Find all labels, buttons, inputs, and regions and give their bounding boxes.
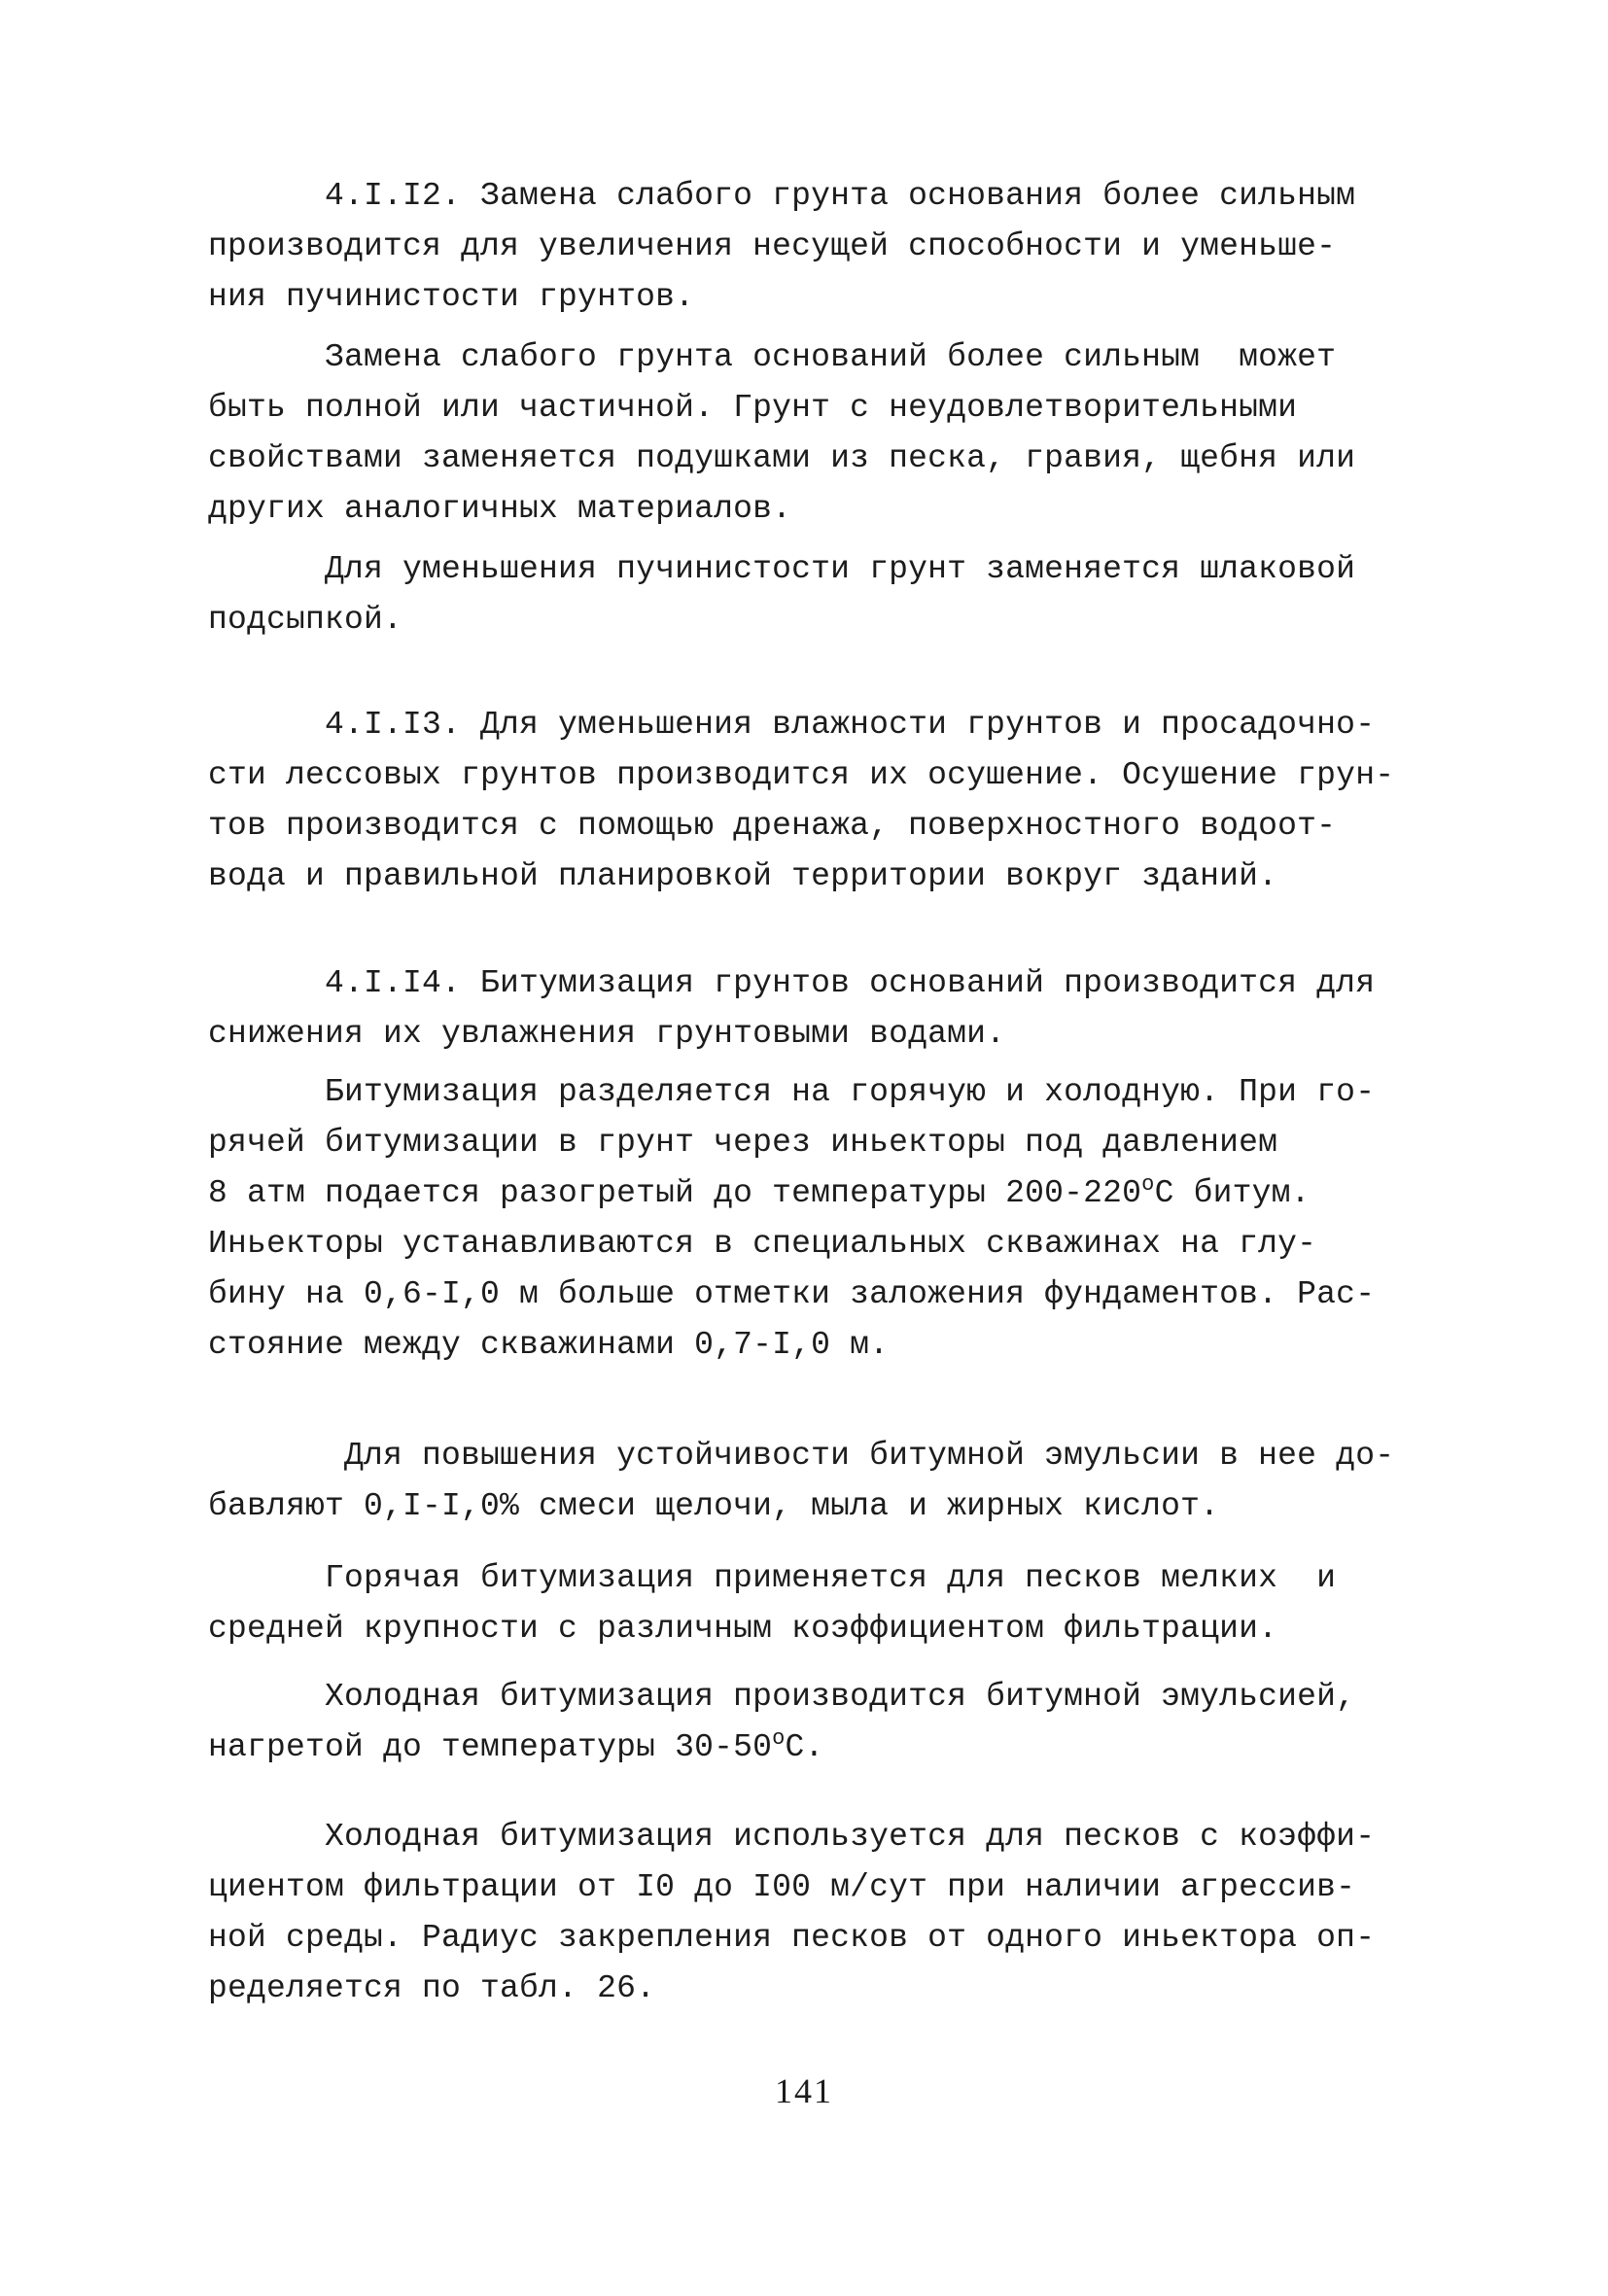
text-line: бавляют 0,I-I,0% смеси щелочи, мыла и жирных кислот. <box>208 1488 1220 1524</box>
text-line: 4.I.I2. Замена слабого грунта основания более сильным <box>208 178 1356 214</box>
degree-mark: o <box>772 1726 786 1751</box>
text-line: ной среды. Радиус закрепления песков от одного иньектора оп- <box>208 1920 1376 1956</box>
page-number: 141 <box>775 2071 833 2110</box>
paragraph-cold-emulsion <box>208 1672 1414 1773</box>
text-segment: нагретой до температуры 30-50 <box>208 1729 773 1765</box>
text-line: бину на 0,6-I,0 м больше отметки заложения фундаментов. Рас- <box>208 1276 1376 1312</box>
text-segment: 8 атм подается разогретый до температуры 200-220 <box>208 1175 1142 1211</box>
text-line: вода и правильной планировкой территории вокруг зданий. <box>208 858 1278 894</box>
text-line: средней крупности с различным коэффициентом фильтрации. <box>208 1611 1278 1647</box>
paragraph-emulsion-stability <box>208 1431 1414 1532</box>
text-line: других аналогичных материалов. <box>208 491 792 527</box>
text-line: рячей битумизации в грунт через иньекторы под давлением <box>208 1125 1278 1161</box>
text-line: Холодная битумизация производится битумной эмульсией, <box>208 1679 1356 1715</box>
text-line: стояние между скважинами 0,7-I,0 м. <box>208 1327 890 1363</box>
paragraph-hot-cold-bitumen <box>208 1067 1414 1371</box>
text-line: 4.I.I4. Битумизация грунтов оснований производится для <box>208 965 1376 1001</box>
paragraph-replacement-types <box>208 332 1414 535</box>
text-line: циентом фильтрации от I0 до I00 м/сут при наличии агрессив- <box>208 1869 1356 1905</box>
text-segment: C. <box>785 1729 824 1765</box>
text-line: сти лессовых грунтов производится их осушение. Осушение грун- <box>208 757 1395 793</box>
text-line: Битумизация разделяется на горячую и холодную. При го- <box>208 1074 1376 1110</box>
text-line: Холодная битумизация используется для песков с коэффи- <box>208 1819 1376 1855</box>
text-line: Для уменьшения пучинистости грунт заменяется шлаковой <box>208 551 1356 587</box>
text-line: Для повышения устойчивости битумной эмульсии в нее до- <box>208 1438 1395 1474</box>
text-line: Горячая битумизация применяется для песков мелких и <box>208 1560 1337 1596</box>
paragraph-4-1-13 <box>208 700 1414 902</box>
text-line: свойствами заменяется подушками из песка, гравия, щебня или <box>208 440 1356 476</box>
paragraph-slag-fill <box>208 544 1414 645</box>
text-line: ределяется по табл. 26. <box>208 1970 656 2006</box>
degree-mark: o <box>1141 1172 1155 1197</box>
text-line: ния пучинистости грунтов. <box>208 279 695 315</box>
text-line-with-degree <box>208 1722 1414 1773</box>
text-line: снижения их увлажнения грунтовыми водами. <box>208 1016 1006 1052</box>
paragraph-4-1-12 <box>208 171 1414 323</box>
text-line: Иньекторы устанавливаются в специальных скважинах на глу- <box>208 1226 1317 1262</box>
text-line: 4.I.I3. Для уменьшения влажности грунтов и просадочно- <box>208 707 1376 743</box>
paragraph-cold-application <box>208 1812 1414 2014</box>
paragraph-4-1-14 <box>208 958 1414 1060</box>
text-line: тов производится с помощью дренажа, поверхностного водоот- <box>208 808 1337 844</box>
text-segment: C битум. <box>1154 1175 1311 1211</box>
text-line-with-degree <box>208 1168 1414 1219</box>
text-line: подсыпкой. <box>208 602 403 638</box>
paragraph-hot-application <box>208 1553 1414 1654</box>
text-line: производится для увеличения несущей способности и уменьше- <box>208 228 1337 264</box>
text-line: быть полной или частичной. Грунт с неудовлетворительными <box>208 390 1298 426</box>
text-line: Замена слабого грунта оснований более сильным может <box>208 339 1337 375</box>
